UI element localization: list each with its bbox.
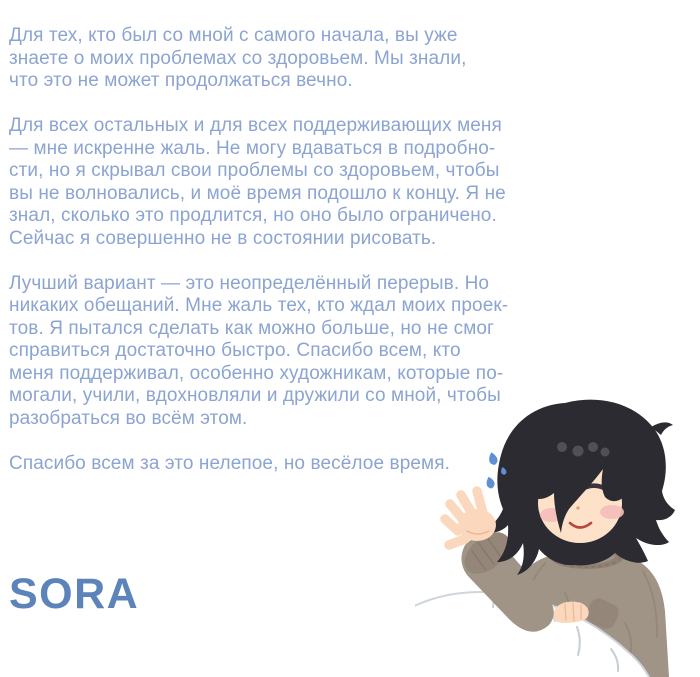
text-line: никаких обещаний. Мне жаль тех, кто ждал моих проек- (9, 295, 509, 316)
text-line: Для тех, кто был со мной с самого начала, вы уже (9, 25, 458, 46)
text-line: знаете о моих проблемах со здоровьем. Мы знали, (9, 47, 467, 69)
text-line: могали, учили, вдохновляли и дружили со мной, чтобы (9, 385, 501, 406)
text-line: Лучший вариант — это неопределённый перерыв. Но (9, 272, 490, 294)
text-line: Сейчас я совершенно не в состоянии рисовать. (9, 227, 437, 249)
text-line: Для всех остальных и для всех поддерживающих меня (9, 115, 502, 136)
text-line: Спасибо всем за это нелепое, но весёлое время. (9, 452, 450, 474)
paragraph-1 (9, 25, 508, 93)
signature: SORA (9, 570, 140, 618)
text-line: меня поддерживал, особенно художникам, которые по- (9, 362, 504, 384)
text-line: знал, сколько это продлится, но оно было ограничено. (9, 205, 497, 226)
text-line: тов. Я пытался сделать как можно больше, но не смог (9, 317, 495, 339)
waving-hand (445, 491, 496, 545)
paragraph-2 (9, 115, 508, 250)
character-illustration (415, 385, 700, 677)
text-line: что это не может продолжаться вечно. (9, 70, 353, 91)
text-line: разобраться во всём этом. (9, 407, 248, 429)
text-line: вы не волновались, и моё время подошло к концу. Я не (9, 182, 506, 204)
text-line: — мне искренне жаль. Не могу вдаваться в подробно- (9, 137, 496, 159)
text-line: сти, но я скрывал свои проблемы со здоровьем, чтобы (9, 160, 500, 181)
text-line: справиться достаточно быстро. Спасибо всем, кто (9, 340, 461, 361)
